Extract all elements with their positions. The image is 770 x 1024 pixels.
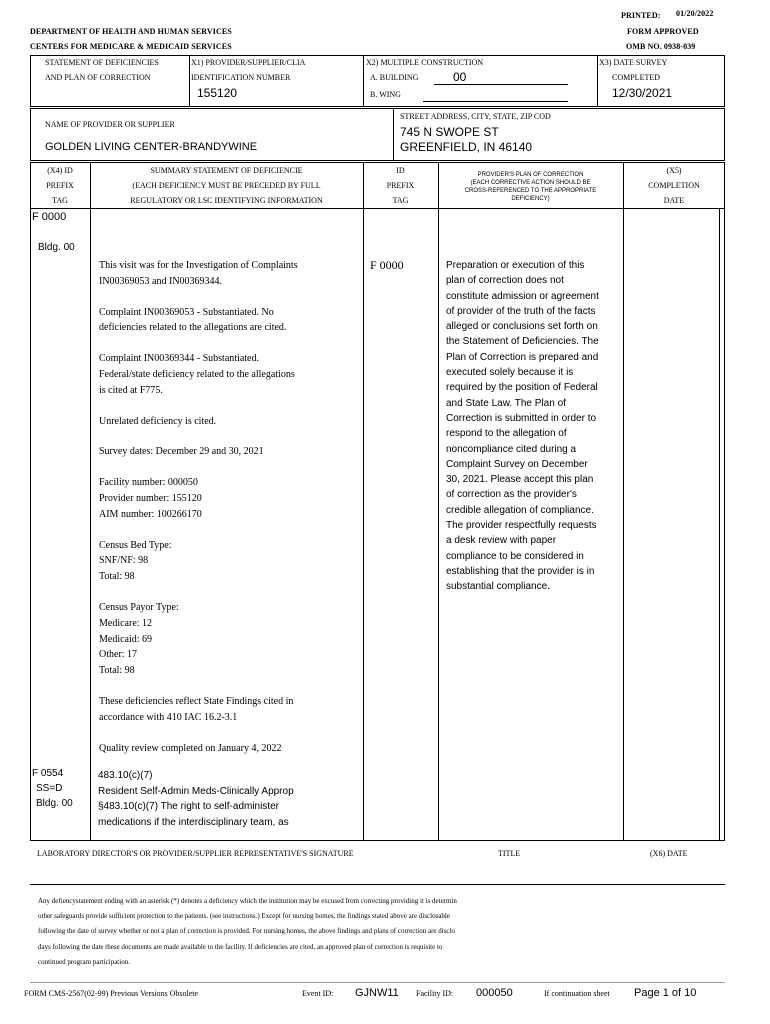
facility-id-label: Facility ID: [416,989,454,998]
signature-divider [30,884,725,885]
address-label: STREET ADDRESS, CITY, STATE, ZIP COD [400,112,551,121]
wing-underline [423,101,568,102]
provider-id: 155120 [197,86,238,100]
summary-paragraph: Census Bed Type: SNF/NF: 98 Total: 98 [99,539,172,583]
divider [363,55,364,107]
event-id-label: Event ID: [302,989,334,998]
omb-number: OMB NO. 0938-039 [626,42,696,51]
plan-of-correction: Preparation or execution of this plan of correction does not constitute admission or agreement of provider of the truth of the facts alleged or conclusions set forth on the Statement of Deficiencies. The Plan of Correction is prepared and executed solely because it is required by the position of Federal and State Law. The Plan of Correction is submitted in order to respond to the allegation of noncompliance cited during a Complaint Survey on December 30, 2021. Please accept this plan of correction as the provider's credible allegation of compliance. The provider respectfully requests a desk review with paper compliance to be considered in establishing that the provider is in substantial compliance. [446,260,599,593]
summary-label-1: SUMMARY STATEMENT OF DEFICIENCIE [150,166,303,175]
centers-title: CENTERS FOR MEDICARE & MEDICAID SERVICES [30,42,232,51]
x5-label-2: COMPLETION [648,181,700,190]
printed-date: 01/20/2022 [676,9,714,18]
form-approved: FORM APPROVED [627,27,699,36]
f0554-text: 483.10(c)(7) Resident Self-Admin Meds-Clinically Approp §483.10(c)(7) The right to self-administer medications if the interdisciplinary team, as [98,770,294,828]
id-label-3: TAG [392,196,409,205]
x4-label-1: (X4) ID [47,166,73,175]
scope-severity: SS=D [36,783,63,794]
x1-label-1: X1) PROVIDER/SUPPLIER/CLIA [191,58,306,67]
printed-label: PRINTED: [621,11,661,20]
date-label: (X6) DATE [650,849,688,858]
x4-label-3: TAG [52,196,68,205]
building-value: 00 [453,70,467,84]
address-line-1: 745 N SWOPE ST [400,125,499,139]
title-label: TITLE [498,849,521,858]
statement-label-1: STATEMENT OF DEFICIENCIES [45,58,159,67]
id-tag-f0000: F 0000 [370,258,404,272]
summary-paragraph: This visit was for the Investigation of Complaints IN00369053 and IN00369344. [99,260,298,287]
poc-label-1: PROVIDER'S PLAN OF CORRECTION [477,172,584,178]
page-number: Page 1 of 10 [634,987,697,999]
header-divider [30,208,725,209]
summary-statement [99,258,361,756]
x3-label-1: X3) DATE SURVEY [599,58,668,67]
survey-date: 12/30/2021 [612,86,673,100]
event-id: GJNW11 [355,987,399,999]
summary-paragraph: Facility number: 000050 Provider number: 155120 AIM number: 100266170 [99,477,202,520]
poc-label-2: (EACH CORRECTIVE ACTION SHOULD BE [470,180,591,186]
footer-divider [30,982,725,983]
divider [623,162,624,841]
x1-label-2: IDENTIFICATION NUMBER [191,73,291,82]
id-label-1: ID [396,166,405,175]
disclaimer-footnote: Any defiencystatement ending with an asterisk (*) denotes a deficiency which the institution may be excused from correcting providing it is determin other safeguards provide sufficient protection to the patients. (see instructions.) Except for nursing homes, the findings stated above are disclosable following the date of survey whether or not a plan of correction is provided. For nursing homes, the above findings and plans of correction are disclo days following the date these documents are made available to the facility. If deficiencies are cited, an approved plan of correction is requisite to continued program participation. [38,897,457,966]
summary-paragraph: Complaint IN00369053 - Substantiated. No deficiencies related to the allegations are cited. [99,306,287,334]
divider [363,162,364,841]
summary-label-3: REGULATORY OR LSC IDENTIFYING INFORMATION [130,196,323,205]
summary-label-2: (EACH DEFICIENCY MUST BE PRECEDED BY FULL [132,181,321,190]
department-title: DEPARTMENT OF HEALTH AND HUMAN SERVICES [30,27,232,36]
x2-label: X2) MULTIPLE CONSTRUCTION [366,58,484,67]
x4-label-2: PREFIX [46,181,74,190]
statement-label-2: AND PLAN OF CORRECTION [45,73,151,82]
divider [393,108,394,161]
provider-name-label: NAME OF PROVIDER OR SUPPLIER [45,120,175,129]
divider [719,208,720,841]
tag-f0000: F 0000 [32,211,67,223]
building-underline [434,84,568,85]
facility-id: 000050 [476,987,513,999]
form-number: FORM CMS-2567(02-99) Previous Versions Obsolete [24,989,199,998]
poc-label-3: CROSS-REFERENCED TO THE APPROPRIATE [464,188,597,194]
summary-paragraph: Quality review completed on January 4, 2022 [99,742,282,754]
id-label-2: PREFIX [386,181,415,190]
building-label: A. BUILDING [370,73,419,82]
x5-label-3: DATE [663,196,685,205]
building-tag-2: Bldg. 00 [36,798,73,809]
summary-paragraph: These deficiencies reflect State Findings cited in accordance with 410 IAC 16.2-3.1 [99,695,294,723]
summary-paragraph: Complaint IN00369344 - Substantiated. Federal/state deficiency related to the allegations is cited at F775. [99,353,295,396]
address-line-2: GREENFIELD, IN 46140 [400,140,533,154]
summary-paragraph: Survey dates: December 29 and 30, 2021 [99,446,264,458]
x5-label-1: (X5) [666,166,682,175]
divider [438,162,439,841]
x3-label-2: COMPLETED [612,73,660,82]
tag-f0554: F 0554 [32,768,64,779]
provider-box [30,108,725,161]
divider [90,162,91,841]
summary-paragraph: Census Payor Type: Medicare: 12 Medicaid: 69 Other: 17 Total: 98 [99,601,179,677]
summary-paragraph: Unrelated deficiency is cited. [99,415,217,427]
poc-label-4: DEFICIENCY) [511,196,550,202]
signature-label: LABORATORY DIRECTOR'S OR PROVIDER/SUPPLIER REPRESENTATIVE'S SIGNATURE [37,849,354,858]
building-tag-1: Bldg. 00 [38,242,75,253]
wing-label: B. WING [370,90,401,99]
continuation-label: If continuation sheet [544,989,610,998]
provider-name: GOLDEN LIVING CENTER-BRANDYWINE [45,141,258,153]
